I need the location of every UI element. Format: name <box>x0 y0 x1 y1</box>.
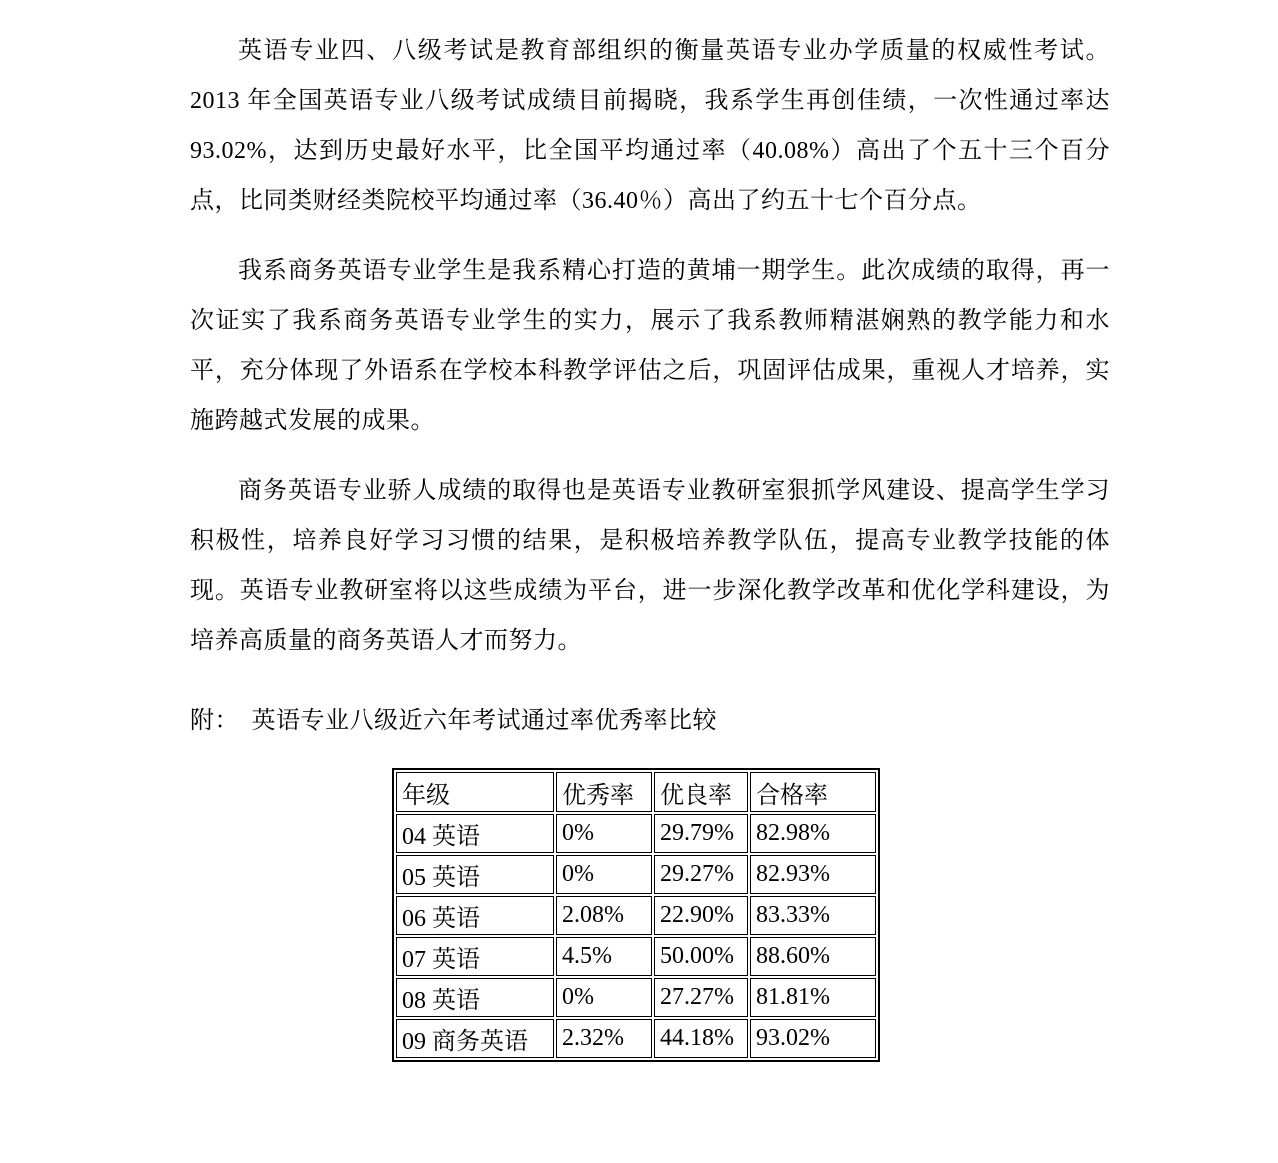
paragraph: 我系商务英语专业学生是我系精心打造的黄埔一期学生。此次成绩的取得，再一次证实了我系商务英语专业学生的实力，展示了我系教师精湛娴熟的教学能力和水平，充分体现了外语系在学校本科教学评估之后，巩固评估成果，重视人才培养，实施跨越式发展的成果。 <box>190 258 1110 434</box>
table-cell: 06 英语 <box>396 896 554 935</box>
table-cell: 44.18% <box>654 1019 748 1058</box>
table-cell: 82.98% <box>750 814 876 853</box>
table-cell: 27.27% <box>654 978 748 1017</box>
table-cell: 09 商务英语 <box>396 1019 554 1058</box>
table-cell: 93.02% <box>750 1019 876 1058</box>
table-cell: 08 英语 <box>396 978 554 1017</box>
table-cell: 81.81% <box>750 978 876 1017</box>
table-cell: 07 英语 <box>396 937 554 976</box>
paragraph: 英语专业四、八级考试是教育部组织的衡量英语专业办学质量的权威性考试。2013 年全国英语专业八级考试成绩目前揭晓，我系学生再创佳绩，一次性通过率达 93.02%，达到历史最好水平，比全国平均通过率（40.08%）高出了个五十三个百分点，比同类财经类院校平均通过率（36.40％）高出了约五十七个百分点。 <box>190 38 1110 214</box>
table-cell: 0% <box>556 814 652 853</box>
table-cell: 29.27% <box>654 855 748 894</box>
table-cell: 2.08% <box>556 896 652 935</box>
table-cell: 2.32% <box>556 1019 652 1058</box>
table-row <box>396 896 876 935</box>
results-table-head <box>396 772 876 812</box>
table-cell: 4.5% <box>556 937 652 976</box>
table-row <box>396 814 876 853</box>
table-cell: 04 英语 <box>396 814 554 853</box>
table-header-row <box>396 772 876 812</box>
table-row <box>396 1019 876 1058</box>
column-header: 优良率 <box>654 772 748 812</box>
table-cell: 0% <box>556 855 652 894</box>
paragraph: 商务英语专业骄人成绩的取得也是英语专业教研室狠抓学风建设、提高学生学习积极性，培养良好学习习惯的结果，是积极培养教学队伍，提高专业教学技能的体现。英语专业教研室将以这些成绩为平台，进一步深化教学改革和优化学科建设，为培养高质量的商务英语人才而努力。 <box>190 478 1110 654</box>
results-table-body <box>396 814 876 1058</box>
table-cell: 83.33% <box>750 896 876 935</box>
table-cell: 29.79% <box>654 814 748 853</box>
table-cell: 88.60% <box>750 937 876 976</box>
paragraphs-container <box>190 26 1110 666</box>
table-cell: 05 英语 <box>396 855 554 894</box>
table-cell: 0% <box>556 978 652 1017</box>
table-cell: 50.00% <box>654 937 748 976</box>
attachment-caption: 附： 英语专业八级近六年考试通过率优秀率比较 <box>190 708 717 734</box>
table-row <box>396 855 876 894</box>
table-cell: 22.90% <box>654 896 748 935</box>
column-header: 优秀率 <box>556 772 652 812</box>
table-row <box>396 937 876 976</box>
column-header: 年级 <box>396 772 554 812</box>
document-page <box>190 0 1110 1062</box>
results-table <box>392 768 880 1062</box>
table-cell: 82.93% <box>750 855 876 894</box>
column-header: 合格率 <box>750 772 876 812</box>
table-row <box>396 978 876 1017</box>
